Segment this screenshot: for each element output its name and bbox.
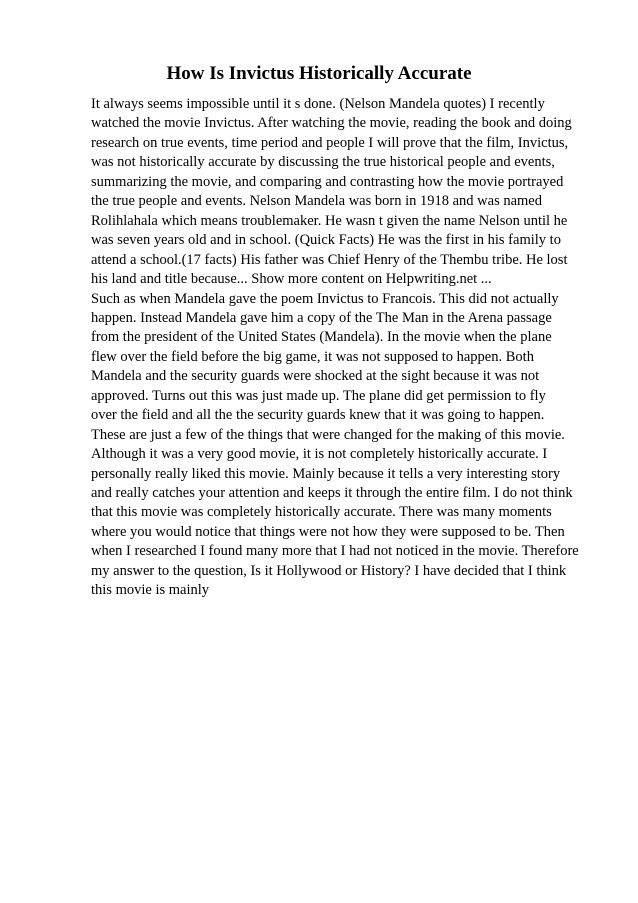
- body-text-line: my answer to the question, Is it Hollywood or History? I have decided that I think: [91, 562, 567, 579]
- body-text-line: when I researched I found many more that I had not noticed in the movie. Therefore: [91, 543, 579, 560]
- body-text-line: this movie is mainly: [91, 582, 210, 599]
- body-text-line: Mandela and the security guards were shocked at the sight because it was not: [91, 368, 540, 385]
- body-text-line: flew over the field before the big game, it was not supposed to happen. Both: [91, 348, 534, 365]
- body-text-line: over the field and all the the security guards knew that it was going to happen.: [91, 407, 545, 424]
- body-text-line: It always seems impossible until it s done. (Nelson Mandela quotes) I recently: [91, 96, 545, 112]
- body-text-line: summarizing the movie, and comparing and contrasting how the movie portrayed: [91, 173, 564, 190]
- body-text-line: from the president of the United States (Mandela). In the movie when the plane: [91, 329, 552, 346]
- body-text-line: happen. Instead Mandela gave him a copy of the The Man in the Arena passage: [91, 309, 552, 326]
- body-text-line: Such as when Mandela gave the poem Invictus to Francois. This did not actually: [91, 290, 559, 307]
- body-text-line: research on true events, time period and people I will prove that the film, Invictus,: [91, 134, 569, 151]
- body-text-line: personally really liked this movie. Mainly because it tells a very interesting story: [91, 465, 561, 482]
- body-text-line: Rolihlahala which means troublemaker. He wasn t given the name Nelson until he: [91, 212, 568, 229]
- body-text-line: his land and title because... Show more content on Helpwriting.net ...: [91, 271, 492, 288]
- body-text-line: that this movie was completely historically accurate. There was many moments: [91, 504, 552, 521]
- body-text-line: the true people and events. Nelson Mandela was born in 1918 and was named: [91, 193, 542, 210]
- body-text-line: Although it was a very good movie, it is not completely historically accurate. I: [91, 446, 548, 463]
- body-text-line: watched the movie Invictus. After watching the movie, reading the book and doing: [91, 115, 572, 132]
- body-text-line: where you would notice that things were not how they were supposed to be. Then: [91, 523, 565, 540]
- document-title: How Is Invictus Historically Accurate: [166, 63, 472, 84]
- body-text-line: These are just a few of the things that were changed for the making of this movie.: [91, 426, 565, 443]
- body-text-line: was seven years old and in school. (Quick Facts) He was the first in his family to: [91, 232, 561, 249]
- body-text-line: was not historically accurate by discussing the true historical people and events,: [91, 154, 555, 171]
- body-text-line: approved. Turns out this was just made up. The plane did get permission to fly: [91, 387, 546, 404]
- body-text-line: and really catches your attention and keeps it through the entire film. I do not think: [91, 485, 573, 501]
- body-text-line: attend a school.(17 facts) His father was Chief Henry of the Thembu tribe. He lost: [91, 251, 568, 268]
